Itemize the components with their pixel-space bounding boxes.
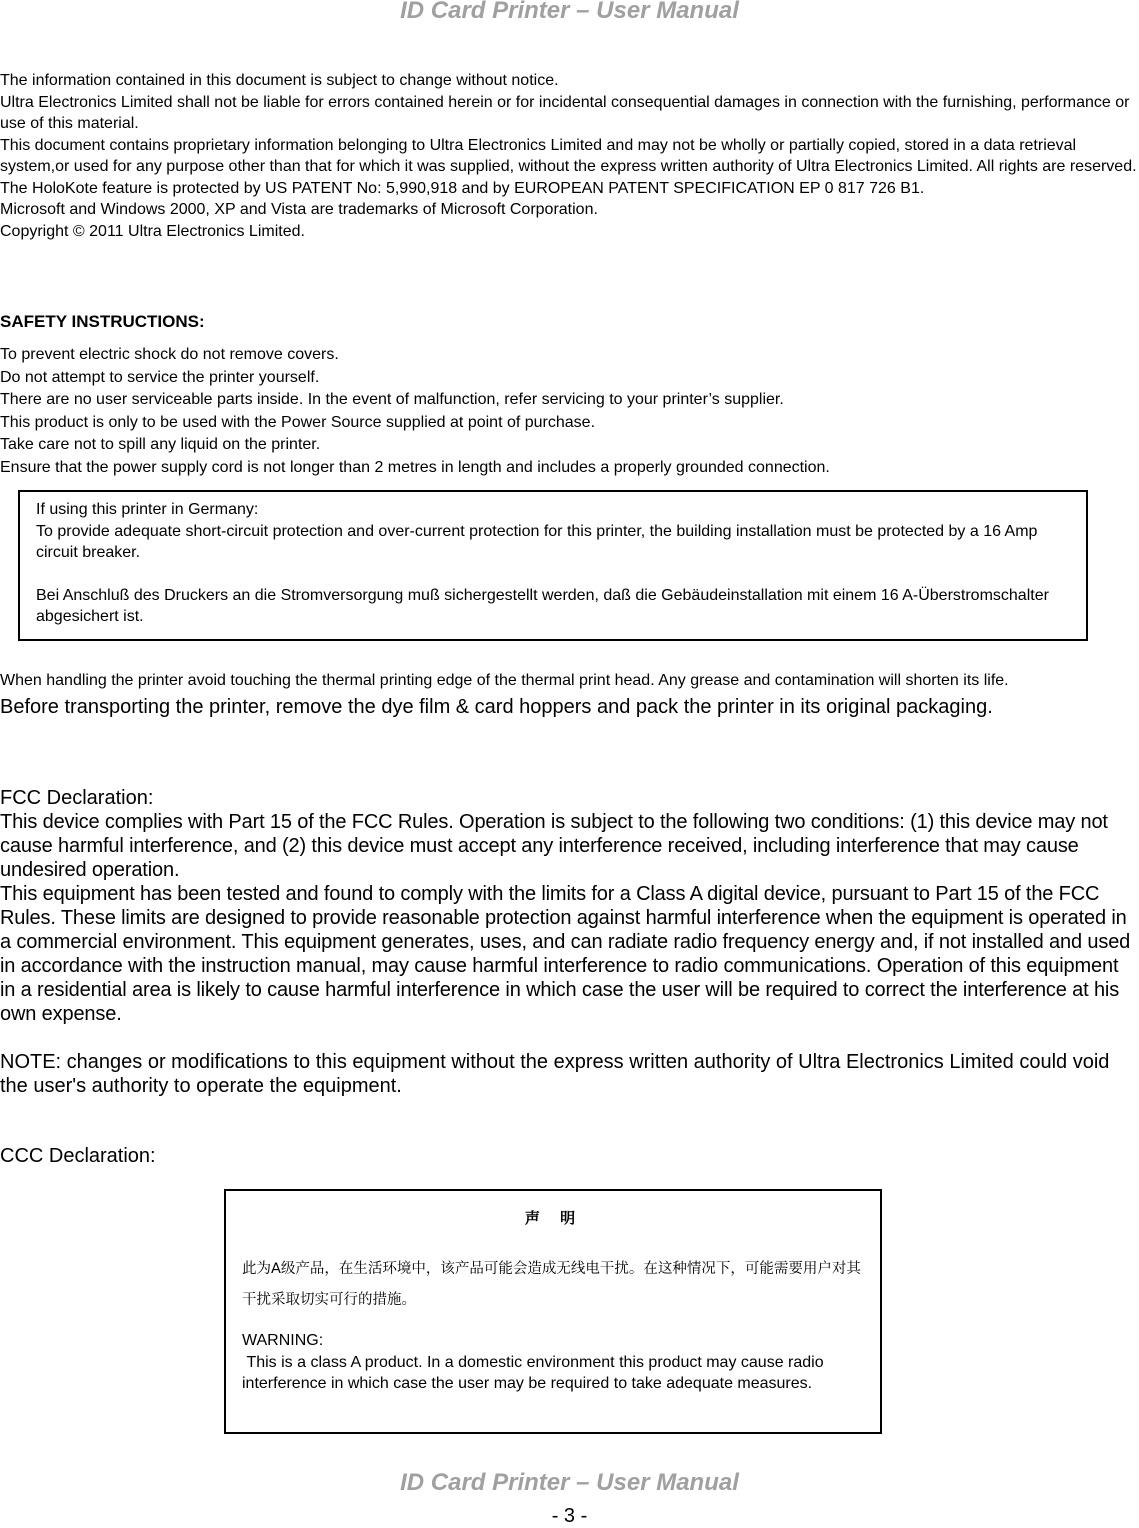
handling-section [0, 671, 1139, 719]
safety-line: Take care not to spill any liquid on the printer. [0, 436, 321, 453]
fcc-paragraph-1: This device complies with Part 15 of the FCC Rules. Operation is subject to the following two conditions: (1) this device may not cause harmful interference, and (2) this device must accept any interference received, including interference that may cause undesired operation. [0, 811, 1108, 881]
safety-line: Ensure that the power supply cord is not longer than 2 metres in length and includes a properly grounded connection. [0, 458, 830, 476]
cn-declaration-text: 此为A级产品，在生活环境中，该产品可能会造成无线电干扰。在这种情况下，可能需要用户对其干扰采取切实可行的措施。 [242, 1261, 861, 1308]
transport-text: Before transporting the printer, remove the dye film & card hoppers and pack the printer in its original packaging. [0, 696, 993, 718]
ccc-section [0, 1144, 1139, 1168]
legal-line: Microsoft and Windows 2000, XP and Vista are trademarks of Microsoft Corporation. [0, 201, 598, 218]
fcc-heading: FCC Declaration: [0, 787, 154, 809]
legal-notice [0, 70, 1139, 242]
germany-german: Bei Anschluß des Druckers an die Stromversorgung muß sichergestellt werden, daß die Gebäudeinstallation mit einem 16 A-Überstromschalter abgesichert ist. [36, 586, 1049, 625]
warning-text: This is a class A product. In a domestic environment this product may cause radio interference in which case the user may be required to take adequate measures. [242, 1353, 829, 1392]
legal-line: The information contained in this document is subject to change without notice. [0, 72, 559, 89]
germany-intro: If using this printer in Germany: [36, 501, 259, 518]
germany-english: To provide adequate short-circuit protection and over-current protection for this printer, the building installation must be protected by a 16 Amp circuit breaker. [36, 522, 1038, 561]
legal-line: Copyright © 2011 Ultra Electronics Limited. [0, 222, 305, 240]
legal-line: Ultra Electronics Limited shall not be liable for errors contained herein or for incidental consequential damages in connection with the furnishing, performance or use of this material. [0, 93, 1130, 132]
fcc-section [0, 786, 1139, 1098]
safety-section [0, 312, 1139, 479]
ccc-heading: CCC Declaration: [0, 1145, 156, 1167]
safety-line: There are no user serviceable parts inside. In the event of malfunction, refer servicing to your printer’s supplier. [0, 391, 784, 408]
legal-line: This document contains proprietary information belonging to Ultra Electronics Limited and may not be wholly or partially copied, stored in a data retrieval system,or used for any purpose other than that for which it was supplied, without the express written authority of Ultra Electronics Limited. All rights are reserved. [0, 136, 1137, 175]
cn-title: 声 明 [524, 1210, 584, 1227]
warning-label: WARNING: [242, 1332, 324, 1349]
fcc-paragraph-2: This equipment has been tested and found to comply with the limits for a Class A digital device, pursuant to Part 15 of the FCC Rules. These limits are designed to provide reasonable protection against harmful interference when the equipment is operated in a commercial environment. This equipment generates, uses, and can radiate radio frequency energy and, if not installed and used in accordance with the instruction manual, may cause harmful interference to radio communications. Operation of this equipment in a residential area is likely to cause harmful interference in which case the user will be required to correct the interference at his own expense. [0, 883, 1131, 1025]
legal-line: The HoloKote feature is protected by US PATENT No: 5,990,918 and by EUROPEAN PATENT SPECIFICATION EP 0 817 726 B1. [0, 179, 925, 197]
handling-text: When handling the printer avoid touching the thermal printing edge of the thermal print head. Any grease and contamination will shorten its life. [0, 672, 1009, 689]
safety-line: This product is only to be used with the Power Source supplied at point of purchase. [0, 413, 596, 431]
safety-line: To prevent electric shock do not remove covers. [0, 346, 339, 363]
footer-title: ID Card Printer – User Manual [400, 1469, 739, 1496]
safety-heading: SAFETY INSTRUCTIONS: [0, 312, 205, 331]
germany-notice-box [18, 490, 1088, 641]
fcc-note: NOTE: changes or modifications to this equipment without the express written authority of Ultra Electronics Limited could void the user's authority to operate the equipment. [0, 1051, 1110, 1097]
ccc-declaration-box [224, 1189, 882, 1434]
header-title: ID Card Printer – User Manual [400, 0, 739, 24]
safety-line: Do not attempt to service the printer yourself. [0, 368, 320, 386]
page-number: - 3 - [551, 1505, 588, 1527]
